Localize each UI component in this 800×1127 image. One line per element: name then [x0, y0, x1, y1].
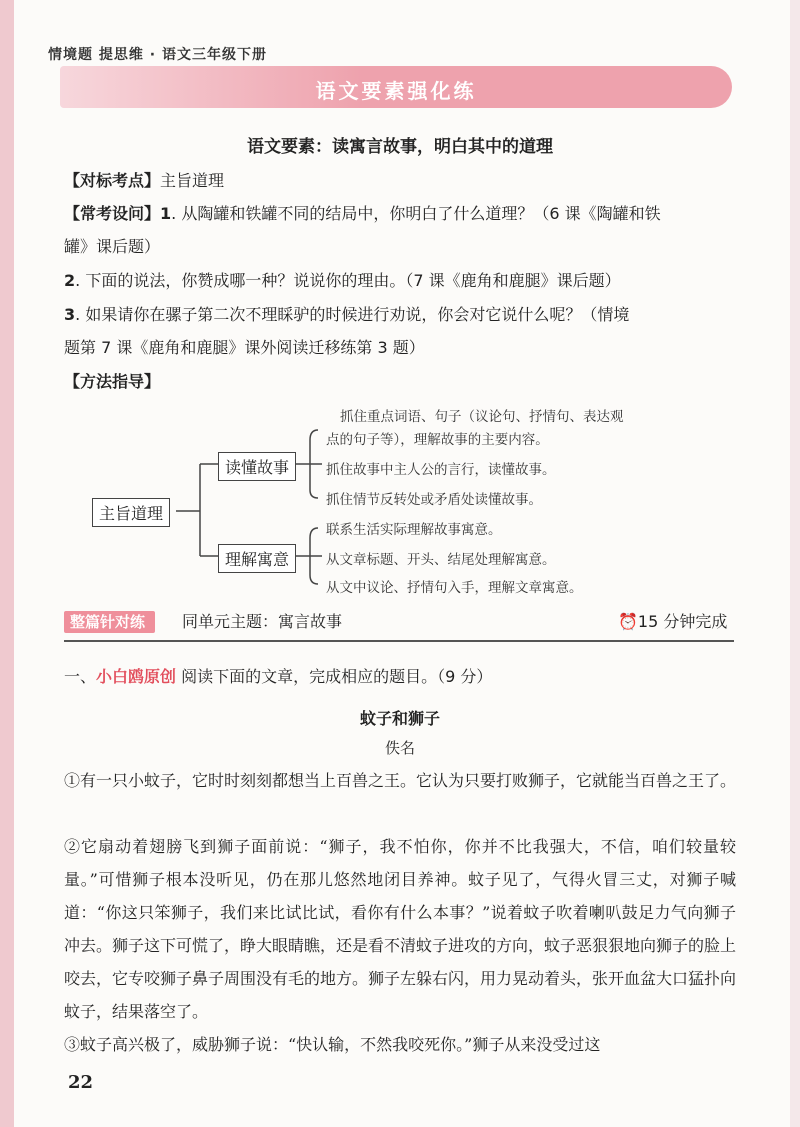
time-limit: [618, 611, 727, 633]
common-label: 【常考设问】: [64, 204, 161, 223]
mindmap-item: 抓住情节反转处或矛盾处读懂故事。: [326, 492, 542, 508]
q1-text: . 从陶罐和铁罐不同的结局中，你明白了什么道理？（6 课《陶罐和铁: [171, 204, 661, 223]
target-label: 【对标考点】: [64, 171, 161, 190]
mindmap-item: 从文中议论、抒情句入手，理解文章寓意。: [326, 580, 583, 596]
story-paragraph-3: ③蚊子高兴极了，威胁狮子说：“快认输，不然我咬死你。”狮子从来没受过这: [64, 1035, 601, 1054]
practice-tag: 整篇针对练: [64, 611, 155, 633]
practice-topic: 同单元主题：寓言故事: [182, 612, 343, 631]
q1-text-cont: 罐》课后题）: [64, 237, 161, 256]
mindmap-item: 抓住重点词语、句子（议论句、抒情句、表达观: [340, 409, 624, 425]
method-label: 【方法指导】: [64, 372, 161, 391]
q3-number: 3: [64, 305, 76, 324]
original-badge: 小白鸥原创: [96, 667, 177, 686]
q3-text-cont: 题第 7 课《鹿角和鹿腿》课外阅读迁移练第 3 题）: [64, 338, 425, 357]
mindmap-root: 主旨道理: [92, 498, 170, 527]
reading-question: [64, 666, 492, 688]
element-title: 语文要素：读寓言故事，明白其中的道理: [247, 137, 553, 157]
mindmap-item: 抓住故事中主人公的言行，读懂故事。: [326, 462, 556, 478]
target-value: 主旨道理: [160, 171, 225, 190]
banner-title: 语文要素强化练: [315, 79, 477, 103]
section-divider: [64, 640, 734, 642]
book-title: 情境题 提思维 · 语文三年级下册: [48, 47, 267, 63]
page-number: 22: [68, 1072, 94, 1093]
time-text: 15 分钟完成: [637, 612, 728, 631]
q1-number: 1: [160, 204, 172, 223]
question-number: 一、: [64, 667, 97, 686]
q3-text: . 如果请你在骡子第二次不理睬驴的时候进行劝说，你会对它说什么呢？（情境: [75, 305, 630, 324]
story-title: 蚊子和狮子: [359, 709, 440, 728]
mindmap-item: 点的句子等），理解故事的主要内容。: [326, 432, 549, 448]
clock-icon: ⏰: [618, 612, 638, 631]
mindmap-branch-understand: 读懂故事: [218, 452, 296, 481]
q2-number: 2: [64, 271, 76, 290]
mindmap-branch-meaning: 理解寓意: [218, 544, 296, 573]
mindmap-item: 从文章标题、开头、结尾处理解寓意。: [326, 552, 556, 568]
story-paragraph-1: ①有一只小蚊子，它时时刻刻都想当上百兽之王。它认为只要打败狮子，它就能当百兽之王了。: [64, 771, 737, 790]
q2-text: . 下面的说法，你赞成哪一种？说说你的理由。（7 课《鹿角和鹿腿》课后题）: [75, 271, 621, 290]
question-text: 阅读下面的文章，完成相应的题目。（9 分）: [181, 667, 493, 686]
story-author: 佚名: [384, 739, 415, 757]
story-paragraph-2: ②它扇动着翅膀飞到狮子面前说：“狮子，我不怕你，你并不比我强大，不信，咱们较量较量。”可惜狮子根本没听见，仍在那儿悠然地闭目养神。蚊子见了，气得火冒三丈，对狮子喊道：“你这只笨狮子，我们来比试比试，看你有什么本事？”说着蚊子吹着喇叭鼓足力气向狮子冲去。狮子这下可慌了，睁大眼睛瞧，还是看不清蚊子进攻的方向，蚊子恶狠狠地向狮子的脸上咬去，它专咬狮子鼻子周围没有毛的地方。狮子左躲右闪，用力晃动着头，张开血盆大口猛扑向蚊子，结果落空了。: [64, 837, 737, 1021]
mindmap-item: 联系生活实际理解故事寓意。: [326, 522, 502, 538]
